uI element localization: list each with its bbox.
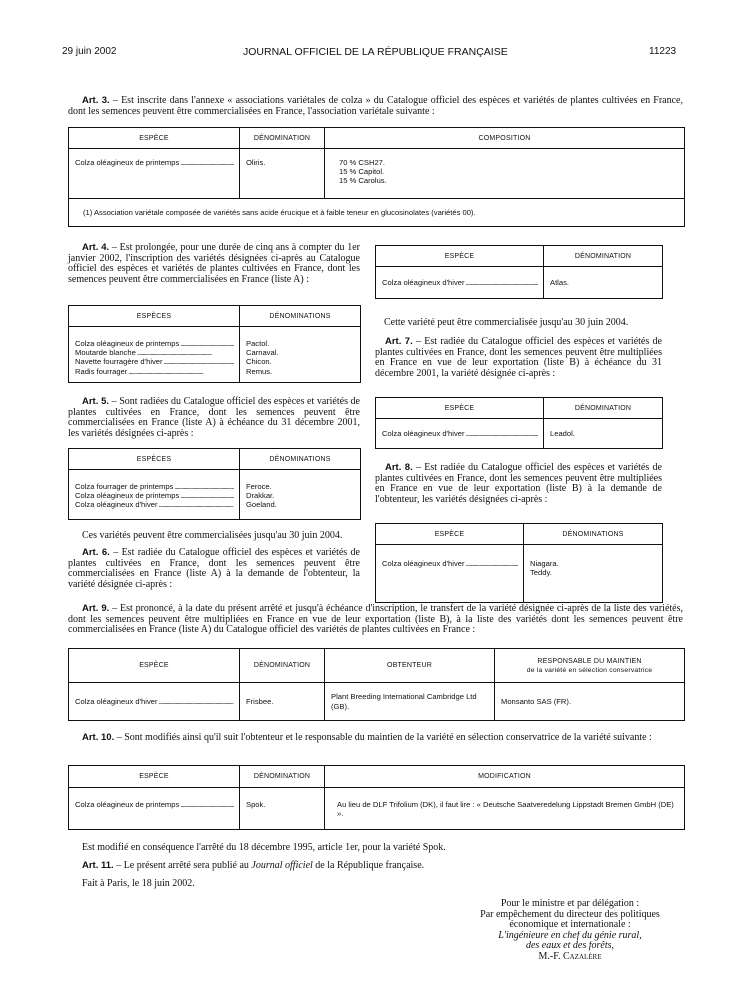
article-11-text-after: de la République française. <box>312 860 425 871</box>
col-header-responsable-line1: RESPONSABLE DU MAINTIEN <box>537 657 642 665</box>
species-item: Radis fourrager ..... <box>75 367 234 376</box>
denomination-item: Carnaval. <box>246 348 279 358</box>
article-5 <box>68 397 360 439</box>
article-4-text: – Est prolongée, pour une durée de cinq ans à compter du 1er janvier 2002, l'inscription des variétés désignées ci-après au Catalogue officiel des espèces et variétés de plantes cultivées en France, dont les semences peuvent être commercialisées en France (liste A) : <box>68 242 360 285</box>
table-row <box>376 545 663 603</box>
col-header-obtenteur: OBTENTEUR <box>325 649 495 683</box>
species-item: Moutarde blanche ..... <box>75 348 234 357</box>
col-header-espece: ESPÈCE <box>376 246 544 267</box>
art4-table <box>68 305 361 383</box>
article-11 <box>68 861 683 872</box>
article-6-note: Cette variété peut être commercialisée jusqu'au 30 juin 2004. <box>384 317 629 328</box>
article-3-text: – Est inscrite dans l'annexe « associations variétales de colza » du Catalogue officiel des espèces et variétés de plantes cultivées en France, dont les semences peuvent être commercialisées en France, l'association variétale suivante : <box>68 95 683 117</box>
denomination-item: Drakkar. <box>246 491 275 501</box>
article-10-text: – Sont modifiés ainsi qu'il suit l'obtenteur et le responsable du maintien de la variété en sélection conservatrice de la variété suivante : <box>114 732 652 743</box>
article-8-text: – Est radiée du Catalogue officiel des espèces et variétés de plantes cultivées en France, dont les semences peuvent être multipliées en France en vue de leur exportation (liste B) à la demande de l'obtenteur, les variétés désignées ci-après : <box>375 462 662 505</box>
table-row <box>376 419 663 449</box>
cell-espece: Colza oléagineux de printemps ..... <box>75 158 234 167</box>
cell-denomination: Leadol. <box>544 419 663 449</box>
col-header-denomination: DÉNOMINATION <box>544 398 663 419</box>
article-10 <box>68 733 683 744</box>
denomination-item: Pactol. <box>246 339 270 348</box>
cell-espece: Colza oléagineux d'hiver ..... <box>382 278 538 287</box>
art3-table <box>68 127 685 227</box>
article-8-label: Art. 8. <box>385 462 413 473</box>
article-5-label: Art. 5. <box>82 396 110 407</box>
cell-espece: Colza oléagineux de printemps ..... <box>75 800 234 809</box>
species-item: Navette fourragère d'hiver ..... <box>75 357 234 366</box>
article-5-text: – Sont radiées du Catalogue officiel des espèces et variétés de plantes cultivées en France, dont les semences peuvent être commercialisées en France (liste A) à échéance du 31 décembre 2001, les variétés désignées ci-après : <box>68 396 360 439</box>
composition-line: 70 % CSH27. <box>339 158 386 167</box>
species-item: Colza oléagineux d'hiver ..... <box>75 500 234 509</box>
article-8 <box>375 463 662 505</box>
cell-modification: Au lieu de DLF Trifolium (DK), il faut lire : « Deutsche Saatveredelung Lippstadt Bremen GmbH (DE) ». <box>325 788 685 830</box>
article-6 <box>68 548 360 590</box>
signature-title: des eaux et des forêts, <box>525 941 615 951</box>
denomination-item: Teddy. <box>530 568 552 578</box>
art10-table <box>68 765 685 830</box>
table-row <box>69 327 361 383</box>
article-10-label: Art. 10. <box>82 732 115 743</box>
table-row <box>69 470 361 520</box>
table-row <box>69 683 685 721</box>
article-9-label: Art. 9. <box>82 603 110 614</box>
composition-line: 15 % Carolus. <box>339 176 387 186</box>
article-3 <box>68 96 683 117</box>
denomination-item: Goeland. <box>246 500 277 510</box>
col-header-espece: ESPÈCE <box>376 398 544 419</box>
signature-title: L'ingénieure en chef du génie rural, <box>498 930 642 941</box>
table-row <box>376 267 663 299</box>
cell-responsable: Monsanto SAS (FR). <box>495 683 685 721</box>
article-11-text-before: – Le présent arrêté sera publié au <box>113 860 252 871</box>
signatory-name: M.-F. Cazalère <box>538 951 602 962</box>
signature-line: économique et internationale : <box>509 920 631 930</box>
col-header-denomination: DÉNOMINATION <box>240 649 325 683</box>
col-header-espece: ESPÈCE <box>69 766 240 788</box>
cell-espece: Colza oléagineux d'hiver ..... <box>382 429 538 438</box>
cell-denomination: Spok. <box>240 788 325 830</box>
species-item: Colza oléagineux de printemps ..... <box>75 491 234 500</box>
table-row <box>69 149 685 199</box>
table-footnote-row <box>69 199 685 227</box>
col-header-denomination: DÉNOMINATION <box>544 246 663 267</box>
article-4 <box>68 243 360 285</box>
article-11-journal: Journal officiel <box>251 860 313 871</box>
species-item: Colza fourrager de printemps ..... <box>75 482 234 491</box>
cell-espece: Colza oléagineux d'hiver ..... <box>382 559 518 568</box>
header-date: 29 juin 2002 <box>62 46 117 57</box>
col-header-modification: MODIFICATION <box>325 766 685 788</box>
col-header-especes: ESPÈCES <box>69 449 240 470</box>
article-3-label: Art. 3. <box>82 95 110 106</box>
art9-table <box>68 648 685 721</box>
art6-table <box>375 245 663 299</box>
article-6-label: Art. 6. <box>82 547 110 558</box>
table-row <box>69 788 685 830</box>
species-item: Colza oléagineux de printemps ..... <box>75 339 234 348</box>
article-10-note: Est modifié en conséquence l'arrêté du 18 décembre 1995, article 1er, pour la variété Spok. <box>82 842 446 853</box>
fait-a-paris: Fait à Paris, le 18 juin 2002. <box>82 878 195 889</box>
article-7 <box>375 337 662 379</box>
col-header-responsable-line2: de la variété en sélection conservatrice <box>526 666 653 674</box>
composition-line: 15 % Capitol. <box>339 167 385 177</box>
article-4-label: Art. 4. <box>82 242 110 253</box>
col-header-especes: ESPÈCES <box>69 306 240 327</box>
col-header-denomination: DÉNOMINATION <box>240 128 325 149</box>
denomination-item: Niagara. <box>530 559 559 568</box>
table-header-row <box>69 128 685 149</box>
col-header-composition: COMPOSITION <box>325 128 685 149</box>
cell-espece: Colza oléagineux d'hiver ..... <box>75 697 234 706</box>
cell-obtenteur: Plant Breeding International Cambridge Ltd (GB). <box>325 683 495 721</box>
article-11-label: Art. 11. <box>82 860 114 871</box>
col-header-denominations: DÉNOMINATIONS <box>240 306 361 327</box>
header-journal-title: JOURNAL OFFICIEL DE LA RÉPUBLIQUE FRANÇAISE <box>243 46 508 58</box>
col-header-denominations: DÉNOMINATIONS <box>240 449 361 470</box>
signature-block <box>450 899 690 962</box>
denomination-item: Remus. <box>246 366 273 376</box>
header-page-number: 11223 <box>649 46 677 57</box>
denomination-item: Feroce. <box>246 482 272 491</box>
signature-line: Pour le ministre et par délégation : <box>500 899 640 909</box>
col-header-denominations: DÉNOMINATIONS <box>524 524 663 545</box>
art8-table <box>375 523 663 603</box>
article-6-text: – Est radiée du Catalogue officiel des espèces et variétés de plantes cultivées en France, dont les semences peuvent être commercialisées en France (liste A) à la demande de l'obtenteur, la variété désignée ci-après : <box>68 547 360 590</box>
cell-denomination: Atlas. <box>544 267 663 299</box>
article-9-text: – Est prononcé, à la date du présent arrêté et jusqu'à échéance d'inscription, le transfert de la variété désignée ci-après de la liste des variétés, dont les semences peuvent être multipliées en France en vue de leur exportation (liste B), à la liste des variétés dont les semences peuvent être commercialisées en France (liste A) du Catalogue officiel des variétés de plantes cultivées en France : <box>68 603 683 635</box>
art5-table <box>68 448 361 520</box>
cell-denomination: Frisbee. <box>240 683 325 721</box>
denomination-item: Chicon. <box>246 357 272 367</box>
article-9 <box>68 604 683 636</box>
art7-table <box>375 397 663 449</box>
article-7-text: – Est radiée du Catalogue officiel des espèces et variétés de plantes cultivées en France, dont les semences peuvent être multipliées en France en vue de leur exportation (liste B) à échéance du 31 décembre 2001, la variété désignée ci-après : <box>375 336 662 379</box>
signature-line: Par empêchement du directeur des politiques <box>480 909 660 920</box>
col-header-responsable <box>495 649 685 683</box>
col-header-espece: ESPÈCE <box>69 649 240 683</box>
col-header-espece: ESPÈCE <box>69 128 240 149</box>
col-header-espece: ESPÈCE <box>376 524 524 545</box>
col-header-denomination: DÉNOMINATION <box>240 766 325 788</box>
cell-denomination: Oliris. <box>240 149 325 199</box>
table-footnote: (1) Association variétale composée de variétés sans acide érucique et à faible teneur en glucosinolates (variétés 00). <box>69 199 685 227</box>
article-5-note: Ces variétés peuvent être commercialisées jusqu'au 30 juin 2004. <box>82 530 343 541</box>
article-7-label: Art. 7. <box>385 336 413 347</box>
